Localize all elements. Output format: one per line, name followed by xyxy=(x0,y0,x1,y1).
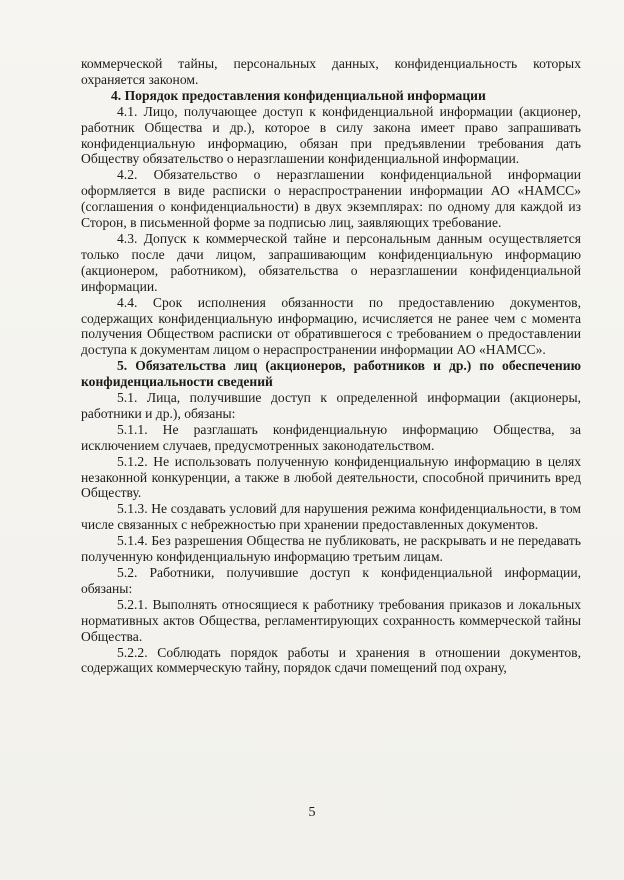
section-5-heading: 5. Обязательства лиц (акционеров, работников и др.) по обеспечению конфиденциальности сведений xyxy=(81,358,581,390)
document-body xyxy=(81,56,581,676)
clause-4-1: 4.1. Лицо, получающее доступ к конфиденциальной информации (акционер, работник Общества и др.), которое в силу закона имеет право запрашивать конфиденциальную информацию, обязан при предъявлении требования дать Обществу обязательство о неразглашении конфиденциальной информации. xyxy=(81,103,581,167)
clause-5-1: 5.1. Лица, получившие доступ к определенной информации (акционеры, работники и др.), обязаны: xyxy=(81,390,581,421)
clause-5-1-2: 5.1.2. Не использовать полученную конфиденциальную информацию в целях незаконной конкуренции, а также в любой деятельности, способной причинить вред Обществу. xyxy=(81,453,581,501)
clause-5-2-1: 5.2.1. Выполнять относящиеся к работнику требования приказов и локальных нормативных актов Общества, регламентирующих сохранность коммерческой тайны Общества. xyxy=(81,596,581,644)
clause-4-3: 4.3. Допуск к коммерческой тайне и персональным данным осуществляется только после дачи лицом, запрашивающим конфиденциальную информацию (акционером, работником), обязательства о неразглашении конфиденциальной информации. xyxy=(81,230,581,294)
clause-5-2-2: 5.2.2. Соблюдать порядок работы и хранения в отношении документов, содержащих коммерческую тайну, порядок сдачи помещений под охрану, xyxy=(81,644,581,676)
clause-5-1-1: 5.1.1. Не разглашать конфиденциальную информацию Общества, за исключением случаев, предусмотренных законодательством. xyxy=(81,421,581,453)
clause-5-2: 5.2. Работники, получившие доступ к конфиденциальной информации, обязаны: xyxy=(81,565,581,596)
clause-5-1-4: 5.1.4. Без разрешения Общества не публиковать, не раскрывать и не передавать полученную конфиденциальную информацию третьим лицам. xyxy=(81,533,581,565)
clause-4-4: 4.4. Срок исполнения обязанности по предоставлению документов, содержащих конфиденциальную информацию, исчисляется не ранее чем с момента получения Обществом расписки от обратившегося с требованием о предоставлении доступа к документам лицом о нераспространении информации АО «НАМСС». xyxy=(81,294,581,358)
page-number: 5 xyxy=(308,805,316,820)
paragraph-continuation: коммерческой тайны, персональных данных, конфиденциальность которых охраняется законом. xyxy=(81,56,581,87)
section-4-heading: 4. Порядок предоставления конфиденциальной информации xyxy=(111,87,486,103)
clause-4-2: 4.2. Обязательство о неразглашении конфиденциальной информации оформляется в виде расписки о нераспространении информации АО «НАМСС» (соглашения о конфиденциальности) в двух экземплярах: по одному для каждой из Сторон, в письменной форме за подписью лиц, заявляющих требование. xyxy=(81,167,581,231)
clause-5-1-3: 5.1.3. Не создавать условий для нарушения режима конфиденциальности, в том числе связанных с небрежностью при хранении предоставленных документов. xyxy=(81,501,581,533)
